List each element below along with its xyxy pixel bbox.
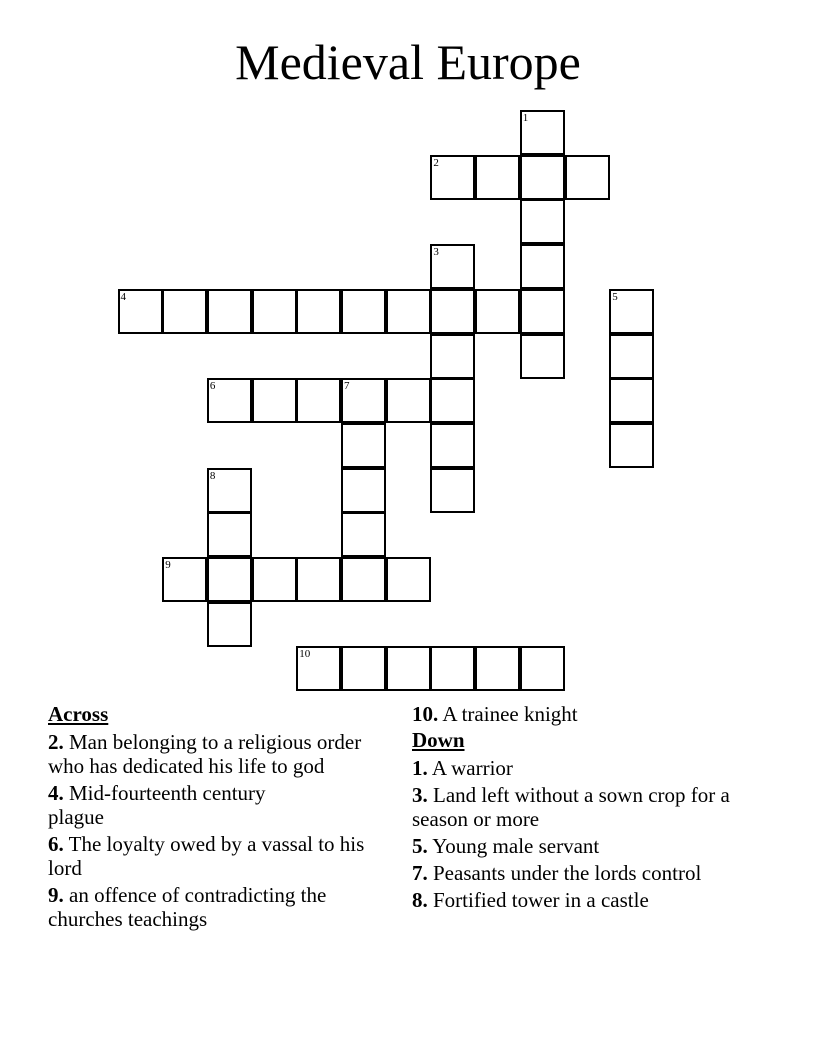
clue-number-label: 1 (522, 112, 529, 124)
grid-cell[interactable] (296, 289, 341, 334)
grid-cell[interactable] (430, 646, 475, 691)
clues-left-clip (48, 702, 396, 952)
grid-cell[interactable] (341, 646, 386, 691)
clue-number-label: 7 (344, 380, 350, 393)
grid-cell[interactable] (609, 423, 654, 468)
grid-cell[interactable] (475, 155, 520, 200)
grid-cell[interactable] (296, 646, 341, 691)
clue-text: A trainee knight (442, 702, 578, 726)
grid-cell[interactable] (207, 557, 252, 602)
grid-cell[interactable] (386, 557, 431, 602)
grid-cell[interactable] (341, 378, 386, 423)
grid-cell[interactable] (207, 289, 252, 334)
clue-across-2 (48, 730, 396, 778)
clue-number: 2. (48, 730, 64, 754)
clue-number-label: 10 (299, 648, 311, 661)
grid-cell[interactable] (252, 557, 297, 602)
grid-cell[interactable] (430, 468, 475, 513)
clues-left-column (48, 702, 396, 952)
clue-number: 8. (412, 888, 428, 912)
clue-number: 9. (48, 883, 64, 907)
grid-cell[interactable] (207, 602, 252, 647)
grid-cell[interactable] (520, 155, 565, 200)
clue-text: Peasants under the lords control (433, 861, 702, 885)
down-heading: Down (412, 728, 465, 752)
clue-text: Man belonging to a religious order who has dedicated his life to god (48, 730, 362, 778)
clue-across-6 (48, 832, 366, 880)
clue-number: 4. (48, 781, 64, 805)
grid-cell[interactable] (296, 378, 341, 423)
clue-text: an offence of contradicting the churches teachings (48, 883, 327, 931)
clue-down-5 (412, 834, 762, 858)
clue-number-label: 3 (433, 246, 439, 259)
grid-cell[interactable] (207, 512, 252, 557)
grid-cell[interactable] (341, 423, 386, 468)
clue-number-label: 6 (209, 380, 216, 393)
grid-cell[interactable] (609, 289, 654, 334)
grid-cell[interactable] (341, 289, 386, 334)
clue-text: The loyalty owed by a vassal to his lord (48, 832, 365, 880)
across-heading: Across (48, 702, 109, 726)
clue-across-9 (48, 883, 348, 931)
grid-cell[interactable] (430, 155, 475, 200)
grid-cell[interactable] (430, 334, 475, 379)
grid-cell[interactable] (520, 646, 565, 691)
clue-across-4 (48, 781, 308, 829)
clue-text: A warrior (431, 756, 513, 780)
clue-text: Young male servant (432, 834, 600, 858)
clue-down-1 (412, 756, 762, 780)
clue-down-8 (412, 888, 762, 912)
grid-cell[interactable] (520, 199, 565, 244)
grid-cell[interactable] (430, 289, 475, 334)
grid-cell[interactable] (252, 378, 297, 423)
clue-down-7 (412, 861, 702, 885)
grid-cell[interactable] (520, 334, 565, 379)
grid-cell[interactable] (430, 423, 475, 468)
grid-cell[interactable] (341, 468, 386, 513)
clue-number: 5. (412, 834, 428, 858)
clue-number: 3. (412, 783, 428, 807)
clue-number: 6. (48, 832, 64, 856)
clue-number: 10. (412, 702, 439, 726)
grid-cell[interactable] (475, 289, 520, 334)
clue-text: Mid-fourteenth century plague (48, 781, 266, 829)
grid-cell[interactable] (430, 378, 475, 423)
clue-across-10 (412, 702, 762, 726)
grid-cell[interactable] (118, 289, 163, 334)
grid-cell[interactable] (162, 289, 207, 334)
clue-down-3 (412, 783, 742, 831)
grid-cell[interactable] (386, 378, 431, 423)
grid-cell[interactable] (341, 557, 386, 602)
grid-cell[interactable] (520, 244, 565, 289)
clue-number-label: 2 (433, 156, 439, 169)
grid-cell[interactable] (609, 378, 654, 423)
clue-number-label: 4 (120, 290, 126, 303)
clues-right-column (412, 702, 762, 915)
grid-cell[interactable] (565, 155, 610, 200)
clue-number: 1. (412, 756, 428, 780)
grid-cell[interactable] (609, 334, 654, 379)
clue-number-label: 9 (165, 559, 171, 571)
grid-cell[interactable] (162, 557, 207, 602)
clue-number-label: 5 (612, 290, 618, 303)
grid-cell[interactable] (207, 468, 252, 513)
grid-cell[interactable] (520, 110, 565, 155)
clue-number-label: 8 (209, 469, 216, 482)
grid-cell[interactable] (341, 512, 386, 557)
clue-number: 7. (412, 861, 428, 885)
grid-cell[interactable] (386, 646, 431, 691)
grid-cell[interactable] (430, 244, 475, 289)
grid-cell[interactable] (475, 646, 520, 691)
clue-text: Land left without a sown crop for a season or more (412, 783, 730, 831)
clue-text: Fortified tower in a castle (433, 888, 649, 912)
grid-cell[interactable] (207, 378, 252, 423)
grid-cell[interactable] (296, 557, 341, 602)
grid-cell[interactable] (520, 289, 565, 334)
grid-cell[interactable] (252, 289, 297, 334)
grid-cell[interactable] (386, 289, 431, 334)
puzzle-title: Medieval Europe (235, 34, 581, 90)
